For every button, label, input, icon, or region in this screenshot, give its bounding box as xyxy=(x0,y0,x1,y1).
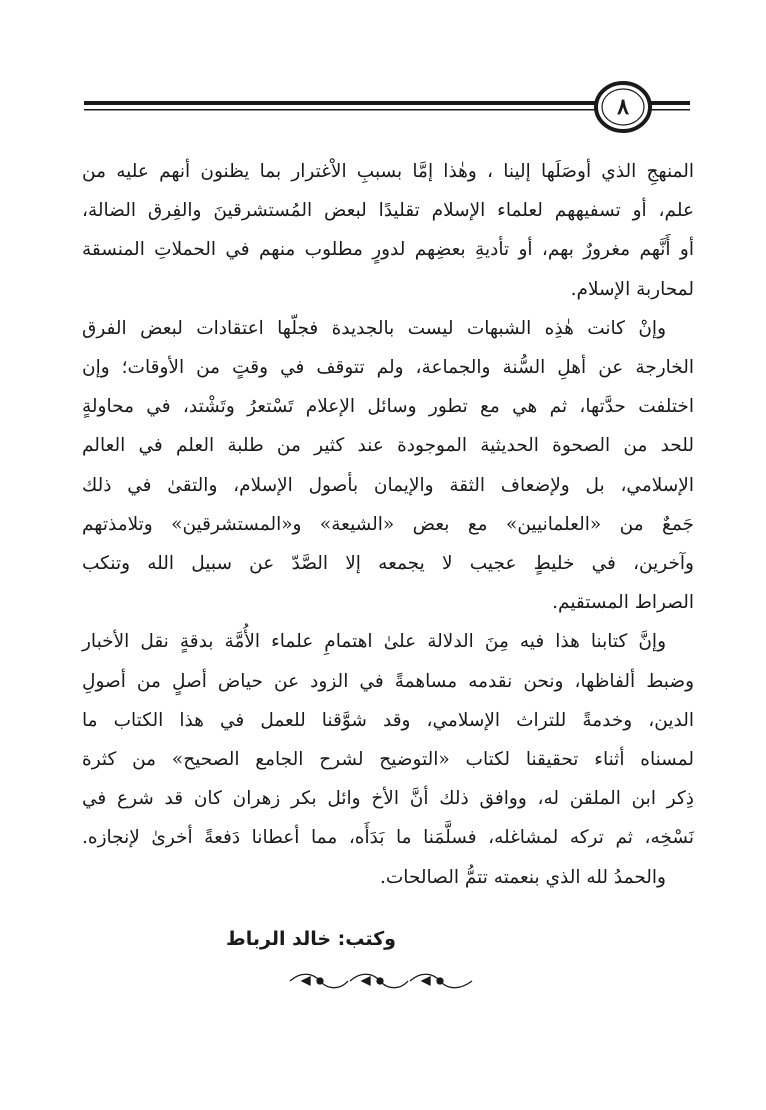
text-line: والحمدُ لله الذي بنعمته تتمُّ الصالحات. xyxy=(380,866,666,888)
text-line: وآخرين، في خليطٍ عجيب لا يجمعه إلا الصَّدّ عن سبيل الله وتنكب xyxy=(82,553,694,575)
text-line: أو أَنَّهم مغرورٌ بهم، أو تأديةِ بعضِهم لدورٍ مطلوب منهم في الحملاتِ المنسقة xyxy=(82,239,694,261)
text-line: الدين، وخدمةً للتراث الإسلامي، وقد شوَّقنا للعمل في هذا الكتاب ما xyxy=(82,709,694,731)
text-line: الخارجة عن أهلِ السُّنة والجماعة، ولم تتوقف في وقتٍ من الأوقات؛ وإن xyxy=(82,357,694,379)
text-line: نَسْخِه، ثم تركه لمشاغله، فسلَّمَنا ما بَدَأَه، مما أعطانا دَفعةً أخرىٰ لإنجازه. xyxy=(82,827,694,849)
paragraph-3 xyxy=(82,622,694,896)
signature: وكتب: خالد الرباط xyxy=(226,928,396,950)
text-line: ذِكر ابن الملقن له، ووافق ذلك أنَّ الأخ وائل بكر زهران كان قد شرع في xyxy=(82,788,694,810)
text-line: اختلفت حدَّتها، ثم هي مع تطور وسائل الإعلام تَسْتعرُ وتَشْتد، في محاولةٍ xyxy=(82,396,694,418)
text-line: علم، أو تسفيههم لعلماء الإسلام تقليدًا لبعض المُستشرقينَ والفِرق الضالة، xyxy=(82,200,694,222)
text-line: وإنْ كانت هٰذِه الشبهات ليست بالجديدة فجلّها اعتقادات لبعض الفرق xyxy=(82,317,666,339)
body-text xyxy=(82,152,694,897)
ornament-divider xyxy=(286,970,476,992)
text-line: لمسناه أثناء تحقيقنا لكتاب «التوضيح لشرح الجامع الصحيح» من كثرة xyxy=(82,749,694,771)
text-line: المنهجِ الذي أوصَلَها إلينا ، وهٰذا إمَّا بسببِ الاْغترار بما يظنون أنهم عليه من xyxy=(82,161,694,182)
paragraph-2 xyxy=(82,309,694,623)
page-number: ٨ xyxy=(617,94,629,120)
text-line: للحد من الصحوة الحديثية الموجودة عند كثير من طلبة العلم في العالم xyxy=(82,435,694,457)
text-line: الإسلامي، بل ولإضعاف الثقة والإيمان بأصول الإسلام، والتقىٰ في ذلك xyxy=(82,474,694,496)
text-line: وضبط ألفاظها، ونحن نقدمه مساهمةً في الزود عن حياض أصلٍ من أصولِ xyxy=(82,670,694,692)
text-line: الصراط المستقيم. xyxy=(552,592,694,614)
text-line: جَمعٌ من «العلمانيين» مع بعض «الشيعة» و«المستشرقين» وتلامذتهم xyxy=(82,513,694,535)
page-number-badge xyxy=(590,78,656,136)
text-line: لمحاربة الإسلام. xyxy=(570,278,694,300)
paragraph-1 xyxy=(82,152,694,309)
text-line: وإنَّ كتابنا هذا فيه مِنَ الدلالة علىٰ اهتمامِ علماء الأُمَّة بدقةٍ نقل الأخبار xyxy=(82,631,666,653)
